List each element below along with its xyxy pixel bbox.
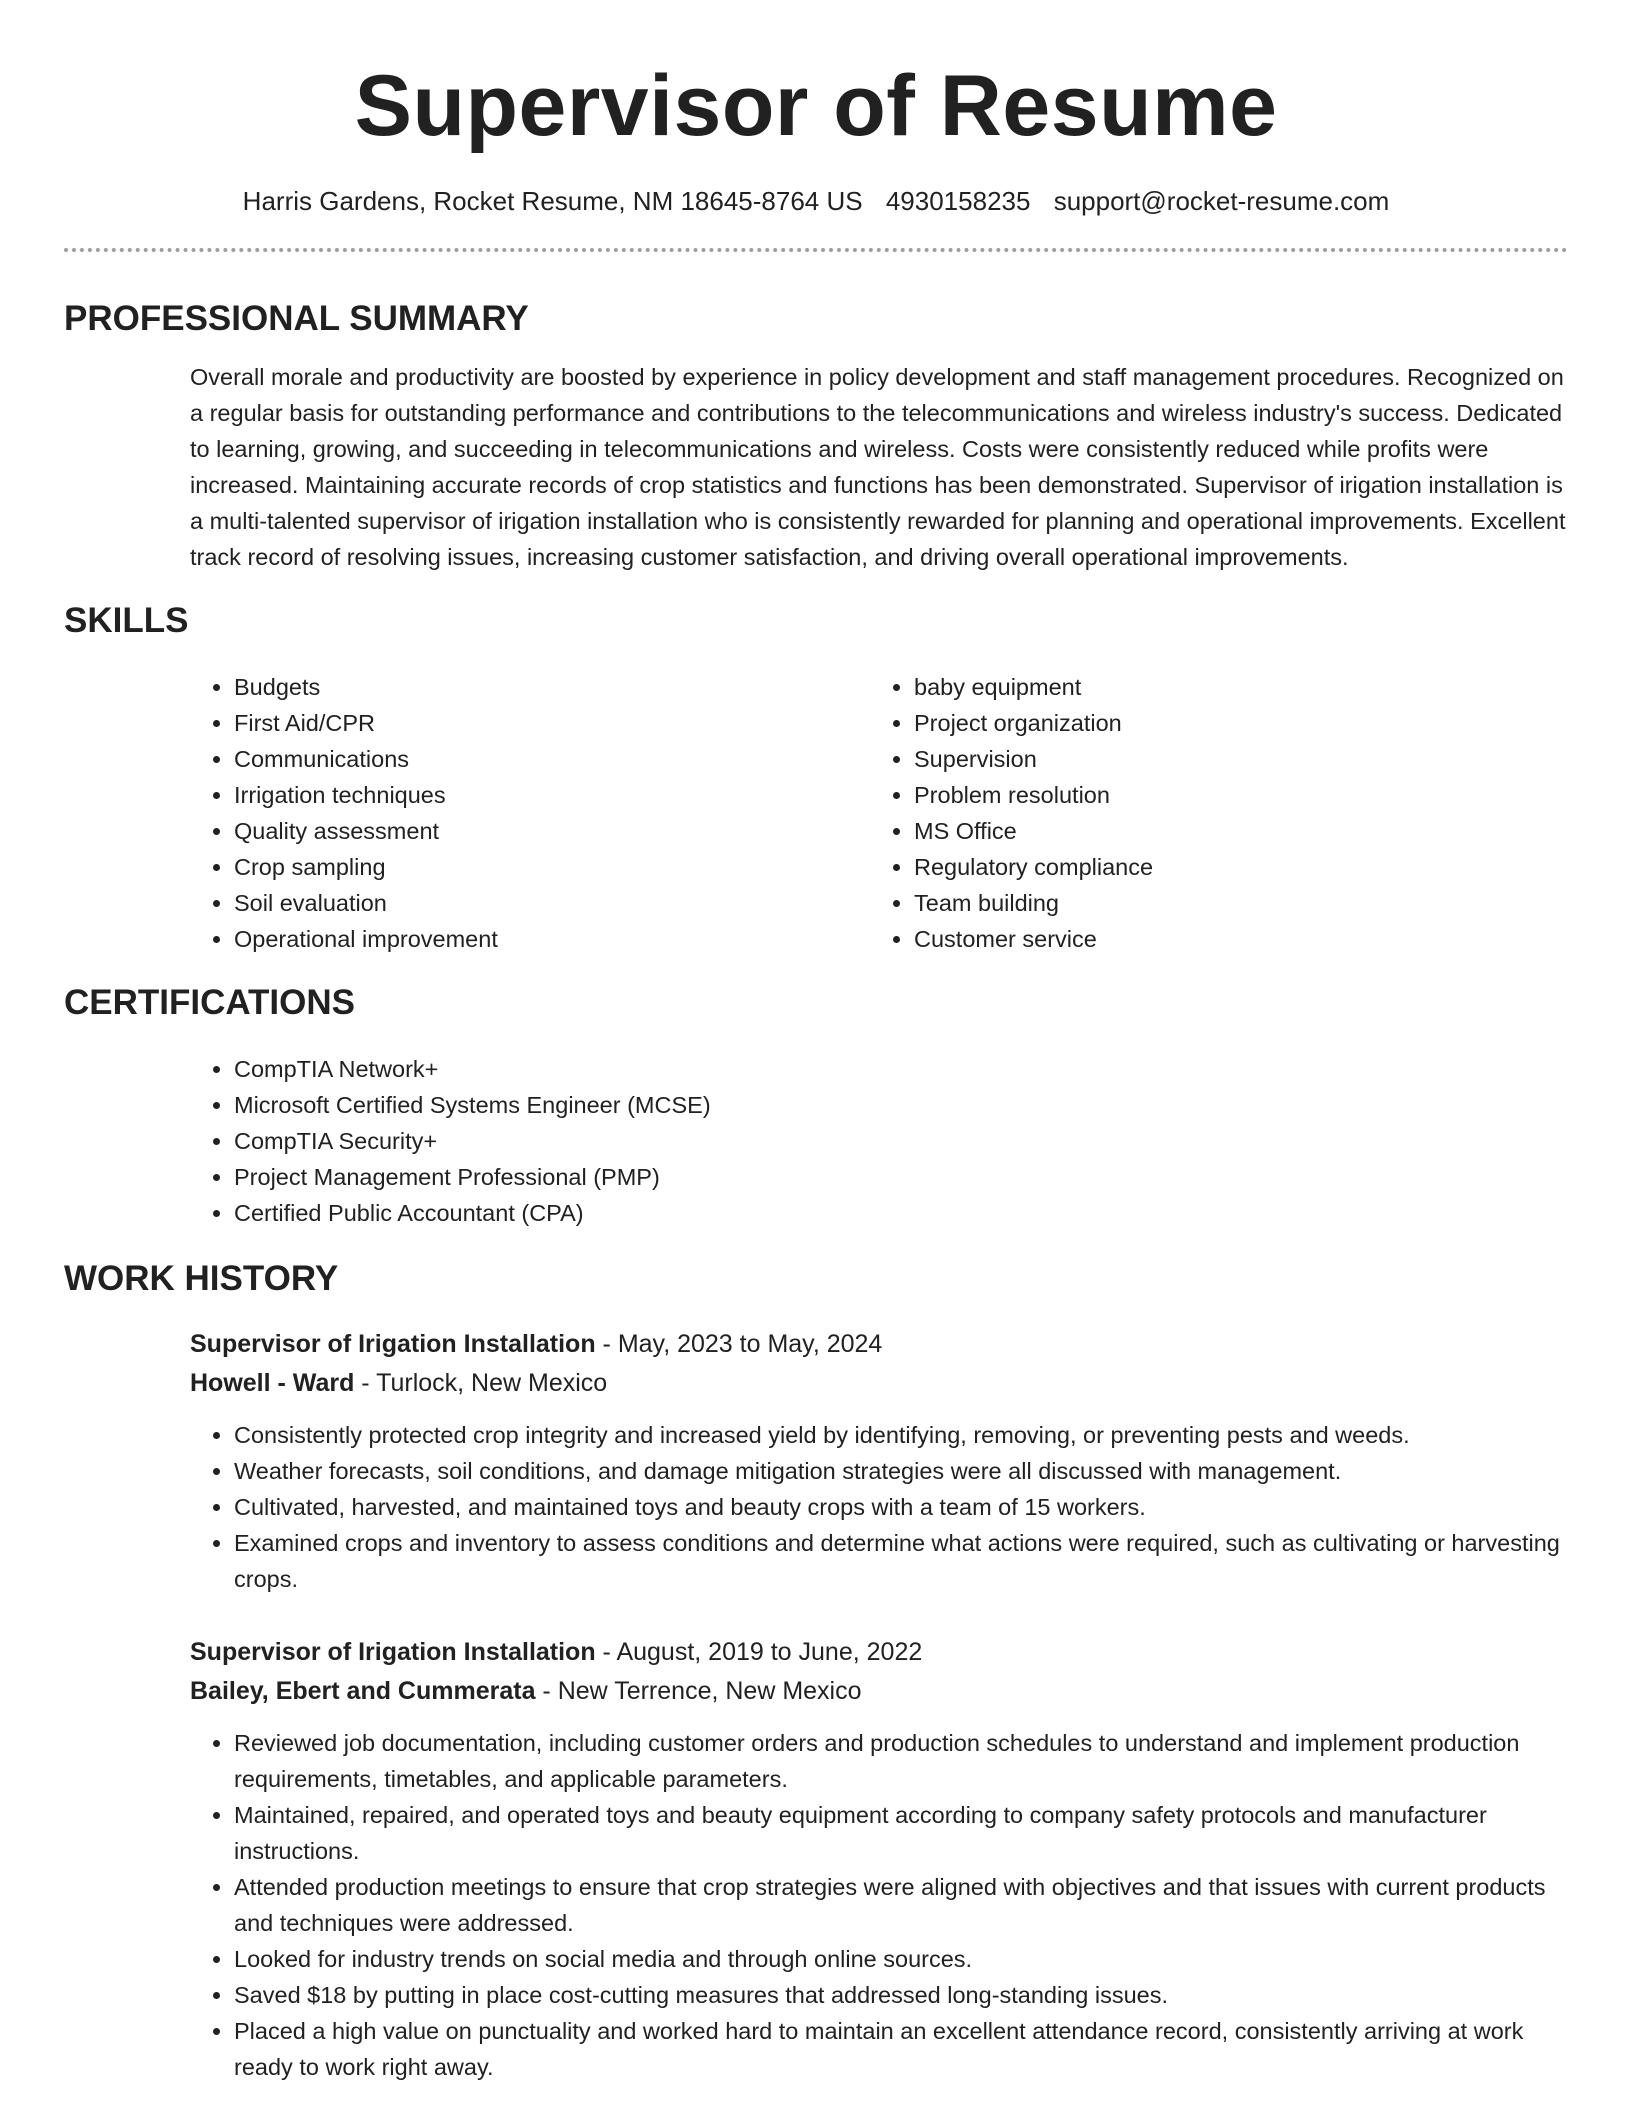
summary-heading: PROFESSIONAL SUMMARY <box>64 299 529 338</box>
certifications-list <box>190 1051 1568 1231</box>
certification-item: • Project Management Professional (PMP) <box>234 1159 1568 1195</box>
work-history-heading: WORK HISTORY <box>64 1259 339 1298</box>
job-role: Supervisor of Irigation Installation <box>190 1330 596 1358</box>
skill-item: • Team building <box>914 885 1550 921</box>
job-title-line <box>190 1325 1568 1364</box>
skill-item: • Project organization <box>914 705 1550 741</box>
job-bullets <box>190 1725 1568 2085</box>
job-bullet: • Cultivated, harvested, and maintained toys and beauty crops with a team of 15 workers. <box>234 1489 1568 1525</box>
job-entry <box>190 1325 1568 1597</box>
job-company: Bailey, Ebert and Cummerata <box>190 1677 536 1705</box>
skill-item: • Crop sampling <box>234 849 870 885</box>
summary-text: Overall morale and productivity are boosted by experience in policy development and staff management procedures. Recognized on a regular basis for outstanding performance and contributions to the telecommunications and wireless industry's success. Dedicated to learning, growing, and succeeding in telecommunications and wireless. Costs were consistently reduced while profits were increased. Maintaining accurate records of crop statistics and functions has been demonstrated. Supervisor of irigation installation is a multi-talented supervisor of irigation installation who is consistently rewarded for planning and operational improvements. Excellent track record of resolving issues, increasing customer satisfaction, and driving overall operational improvements. <box>190 364 1566 570</box>
skill-item: • Budgets <box>234 669 870 705</box>
skill-item: • MS Office <box>914 813 1550 849</box>
job-bullet: • Examined crops and inventory to assess conditions and determine what actions were required, such as cultivating or harvesting crops. <box>234 1525 1568 1597</box>
work-history-section <box>64 1257 1568 2085</box>
skill-item: • Supervision <box>914 741 1550 777</box>
skill-item: • Customer service <box>914 921 1550 957</box>
skill-item: • Problem resolution <box>914 777 1550 813</box>
skills-heading: SKILLS <box>64 601 189 640</box>
job-location: - Turlock, New Mexico <box>354 1369 608 1397</box>
skills-column-right <box>870 669 1550 957</box>
job-bullet: • Looked for industry trends on social media and through online sources. <box>234 1941 1568 1977</box>
skill-item: • Soil evaluation <box>234 885 870 921</box>
certifications-heading: CERTIFICATIONS <box>64 983 356 1022</box>
skill-item: • Communications <box>234 741 870 777</box>
skills-section <box>64 599 1568 957</box>
contact-phone: 4930158235 <box>885 186 1031 216</box>
skill-item: • Irrigation techniques <box>234 777 870 813</box>
job-company-line <box>190 1364 1568 1403</box>
job-bullet: • Placed a high value on punctuality and worked hard to maintain an excellent attendance record, consistently arriving at work ready to work right away. <box>234 2013 1568 2085</box>
job-bullet: • Consistently protected crop integrity and increased yield by identifying, removing, or preventing pests and weeds. <box>234 1417 1568 1453</box>
summary-section <box>64 297 1568 575</box>
job-bullets <box>190 1417 1568 1597</box>
skills-grid <box>190 669 1568 957</box>
job-bullet: • Saved $18 by putting in place cost-cutting measures that addressed long-standing issues. <box>234 1977 1568 2013</box>
skill-item: • baby equipment <box>914 669 1550 705</box>
header-divider <box>64 248 1568 252</box>
job-bullet: • Reviewed job documentation, including customer orders and production schedules to understand and implement production requirements, timetables, and applicable parameters. <box>234 1725 1568 1797</box>
job-role: Supervisor of Irigation Installation <box>190 1638 596 1666</box>
contact-address: Harris Gardens, Rocket Resume, NM 18645-8764 US <box>242 186 863 216</box>
certification-item: • Certified Public Accountant (CPA) <box>234 1195 1568 1231</box>
job-dates: - May, 2023 to May, 2024 <box>595 1330 883 1358</box>
skill-item: • Regulatory compliance <box>914 849 1550 885</box>
job-bullet: • Maintained, repaired, and operated toys and beauty equipment according to company safety protocols and manufacturer instructions. <box>234 1797 1568 1869</box>
skill-item: • Quality assessment <box>234 813 870 849</box>
certifications-section <box>64 981 1568 1231</box>
certification-item: • CompTIA Network+ <box>234 1051 1568 1087</box>
certification-item: • CompTIA Security+ <box>234 1123 1568 1159</box>
page-title: Supervisor of Resume <box>354 58 1278 154</box>
skills-column-left <box>190 669 870 957</box>
job-company: Howell - Ward <box>190 1369 355 1397</box>
certification-item: • Microsoft Certified Systems Engineer (MCSE) <box>234 1087 1568 1123</box>
job-title-line <box>190 1633 1568 1672</box>
skill-item: • Operational improvement <box>234 921 870 957</box>
job-bullet: • Weather forecasts, soil conditions, and damage mitigation strategies were all discussed with management. <box>234 1453 1568 1489</box>
contact-email: support@rocket-resume.com <box>1053 186 1390 216</box>
job-bullet: • Attended production meetings to ensure that crop strategies were aligned with objectives and that issues with current products and techniques were addressed. <box>234 1869 1568 1941</box>
job-location: - New Terrence, New Mexico <box>535 1677 862 1705</box>
job-dates: - August, 2019 to June, 2022 <box>595 1638 923 1666</box>
job-company-line <box>190 1672 1568 1711</box>
job-entry <box>190 1633 1568 2085</box>
contact-line <box>64 184 1568 218</box>
skill-item: • First Aid/CPR <box>234 705 870 741</box>
